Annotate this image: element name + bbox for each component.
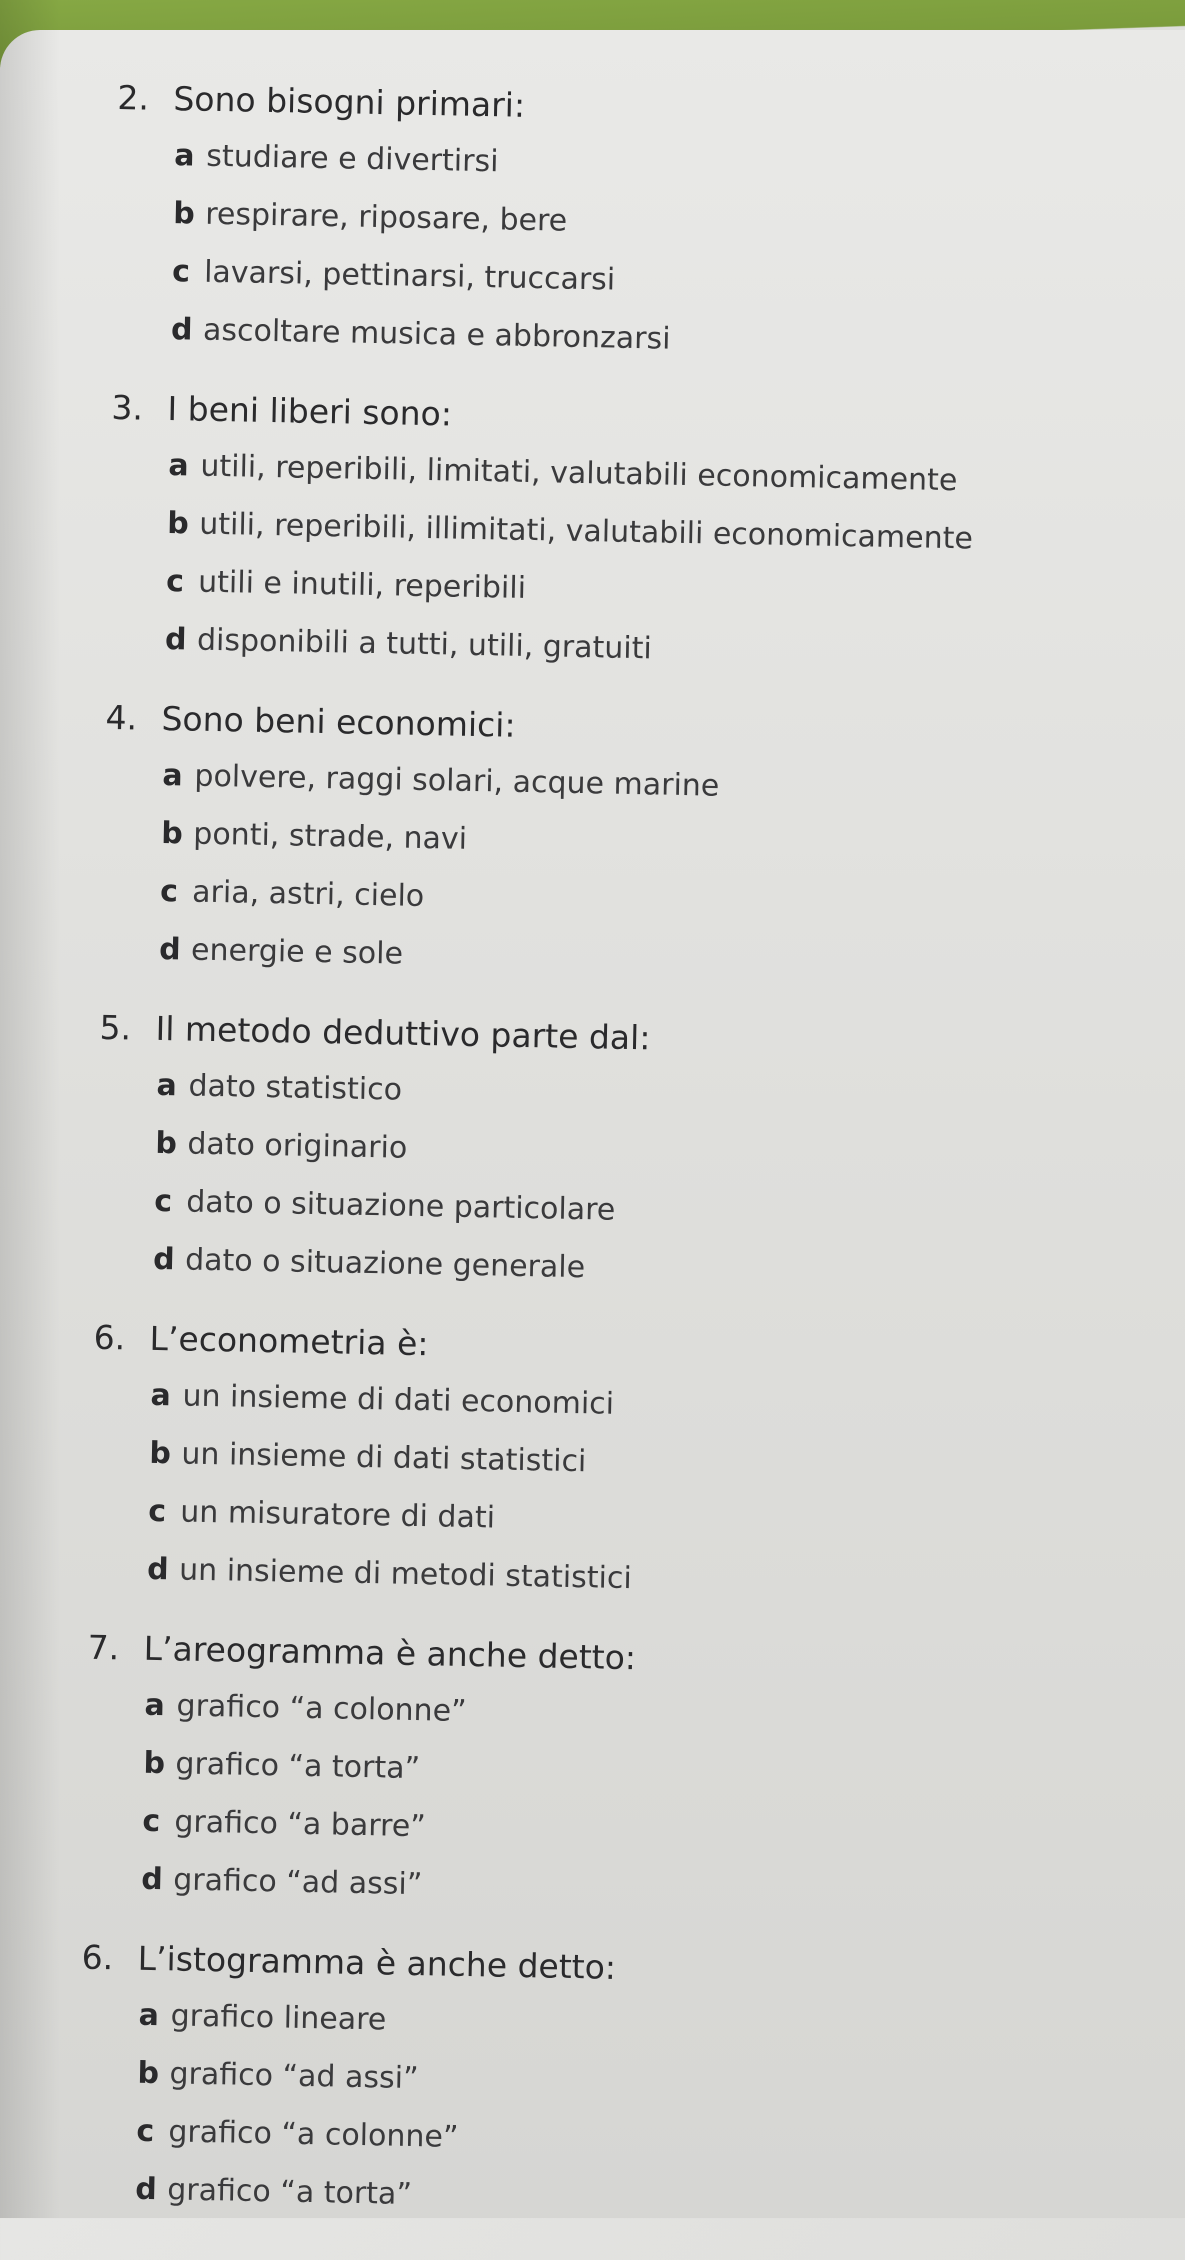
question-text: L’istogramma è anche detto:	[137, 1938, 617, 1987]
option-a: a dato statistico	[156, 1067, 403, 1108]
option-d: d grafico “ad assi”	[140, 1861, 423, 1903]
option-a: a utili, reperibili, limitati, valutabili economicamente	[168, 448, 958, 499]
option-a: a polvere, raggi solari, acque marine	[162, 757, 720, 804]
question-number: 2.	[117, 77, 150, 118]
option-b: b respirare, riposare, bere	[172, 196, 568, 239]
option-c: c utili e inutili, reperibili	[165, 564, 527, 606]
option-d: d ascoltare musica e abbronzarsi	[170, 312, 671, 357]
option-c: c grafico “a colonne”	[136, 2113, 459, 2155]
option-d: d grafico “a torta”	[134, 2171, 413, 2213]
option-d: d energie e sole	[158, 931, 404, 972]
question-2	[112, 70, 1157, 378]
option-c: c aria, astri, cielo	[159, 873, 425, 915]
option-b: b un insieme di dati statistici	[149, 1435, 587, 1480]
option-b: b ponti, strade, navi	[161, 815, 468, 857]
question-text: I beni liberi sono:	[167, 389, 453, 434]
option-b: b grafico “ad assi”	[137, 2055, 419, 2097]
question-number: 6.	[81, 1937, 114, 1978]
question-4	[101, 690, 1146, 998]
question-number: 7.	[87, 1627, 120, 1668]
question-text: Il metodo deduttivo parte dal:	[155, 1008, 651, 1058]
option-a: a un insieme di dati economici	[150, 1377, 615, 1422]
option-b: b dato originario	[155, 1125, 408, 1166]
question-5	[95, 1000, 1140, 1308]
question-number: 6.	[93, 1317, 126, 1358]
option-a: a grafico “a colonne”	[144, 1687, 467, 1729]
option-a: a studiare e divertirsi	[174, 138, 499, 180]
question-list	[76, 70, 1157, 2260]
question-8	[77, 1930, 1122, 2238]
option-b: b utili, reperibili, illimitati, valutabili economicamente	[166, 506, 974, 557]
question-number: 3.	[111, 387, 144, 428]
option-d: d un insieme di metodi statistici	[146, 1551, 633, 1597]
question-number: 5.	[99, 1007, 132, 1048]
question-3	[107, 380, 1152, 688]
page-shadow	[0, 0, 60, 2218]
question-text: L’econometria è:	[149, 1318, 429, 1364]
option-c: c un misuratore di dati	[147, 1493, 496, 1536]
option-a: a grafico lineare	[138, 1997, 387, 2038]
option-c: c grafico “a barre”	[142, 1803, 427, 1845]
option-d: d dato o situazione generale	[152, 1241, 586, 1286]
question-text: Sono bisogni primari:	[173, 79, 526, 125]
question-6	[89, 1310, 1134, 1618]
question-number: 4.	[105, 697, 138, 738]
question-text: L’areogramma è anche detto:	[143, 1628, 637, 1678]
option-d: d disponibili a tutti, utili, gratuiti	[164, 622, 653, 667]
option-c: c lavarsi, pettinarsi, truccarsi	[171, 254, 616, 298]
option-b: b grafico “a torta”	[143, 1745, 421, 1787]
question-7	[83, 1620, 1128, 1928]
question-text: Sono beni economici:	[161, 698, 516, 745]
option-c: c dato o situazione particolare	[153, 1183, 616, 1228]
